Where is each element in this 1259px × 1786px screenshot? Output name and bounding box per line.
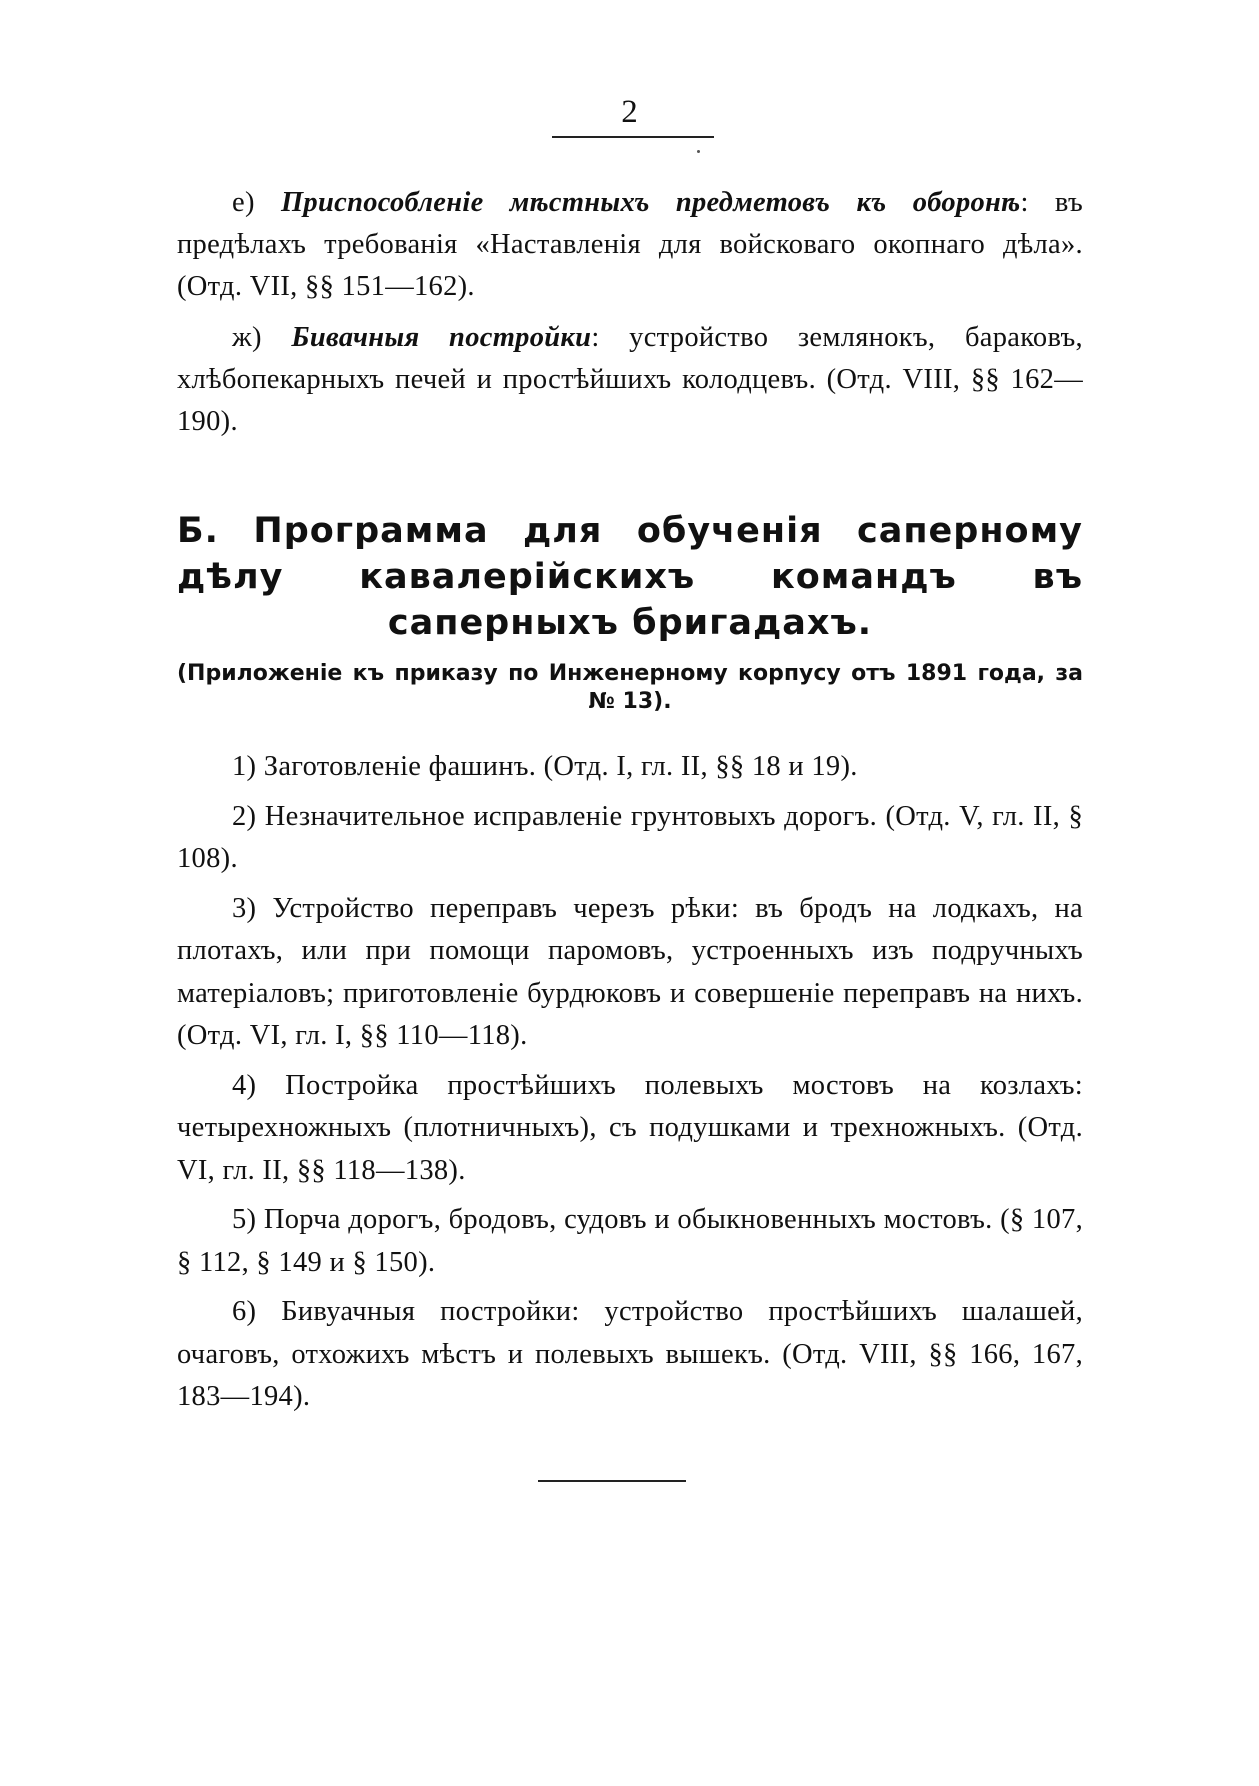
item-zh-marker: ж) bbox=[232, 322, 262, 353]
item-e bbox=[177, 182, 1083, 308]
program-item: 2) Незначительное исправленіе грунтовыхъ дорогъ. (Отд. V, гл. II, § 108). bbox=[177, 800, 1083, 874]
top-items bbox=[177, 182, 1083, 452]
print-speck bbox=[697, 150, 700, 153]
program-items bbox=[177, 746, 1083, 1426]
appendix-note: (Приложеніе къ приказу по Инженерному корпусу отъ 1891 года, за № 13). bbox=[177, 661, 1083, 714]
item-zh bbox=[177, 317, 1083, 443]
footer-rule bbox=[538, 1480, 686, 1482]
program-item: 6) Бивуачныя постройки: устройство простѣйшихъ шалашей, очаговъ, отхожихъ мѣстъ и полевыхъ вышекъ. (Отд. VIII, §§ 166, 167, 183—194). bbox=[177, 1296, 1083, 1412]
header-rule bbox=[552, 136, 714, 138]
section-heading: Б. Программа для обученія саперному дѣлу кавалерійскихъ командъ въ саперныхъ бригадахъ. bbox=[177, 511, 1083, 643]
item-e-title: Приспособленіе мѣстныхъ предметовъ къ оборонѣ bbox=[280, 187, 1021, 218]
item-zh-body: : устройство землянокъ, бараковъ, хлѣбопекарныхъ печей и простѣйшихъ колодцевъ. (Отд. VIII, §§ 162—190). bbox=[177, 322, 1083, 437]
program-item: 5) Порча дорогъ, бродовъ, судовъ и обыкновенныхъ мостовъ. (§ 107, § 112, § 149 и § 150). bbox=[177, 1204, 1083, 1278]
program-item: 4) Постройка простѣйшихъ полевыхъ мостовъ на козлахъ: четырехножныхъ (плотничныхъ), съ подушками и трехножныхъ. (Отд. VI, гл. II, §§ 118—138). bbox=[177, 1069, 1083, 1186]
program-item: 3) Устройство переправъ черезъ рѣки: въ бродъ на лодкахъ, на плотахъ, или при помощи паромовъ, устроенныхъ изъ подручныхъ матеріаловъ; приготовленіе бурдюковъ и совершеніе переправъ на нихъ. (Отд. VI, гл. I, §§ 110—118). bbox=[177, 892, 1083, 1051]
item-e-marker: е) bbox=[232, 187, 255, 218]
page-number: 2 bbox=[621, 94, 638, 130]
program-item: 1) Заготовленіе фашинъ. (Отд. I, гл. II, §§ 18 и 19). bbox=[232, 751, 858, 782]
item-e-body: : въ предѣлахъ требованія «Наставленія для войсковаго окопнаго дѣла». (Отд. VII, §§ 151—162). bbox=[177, 187, 1083, 302]
item-zh-title: Бивачныя постройки bbox=[291, 322, 592, 353]
